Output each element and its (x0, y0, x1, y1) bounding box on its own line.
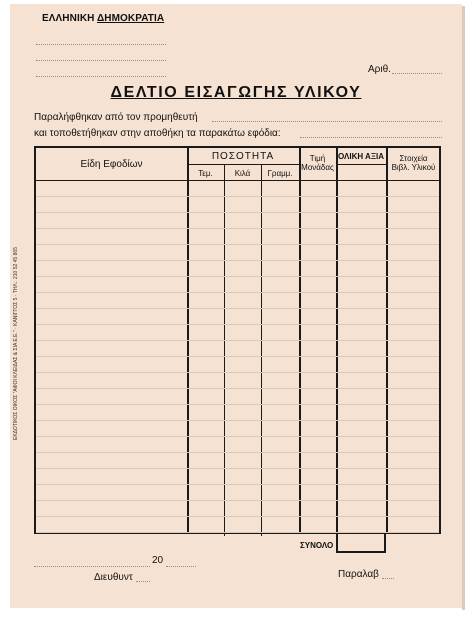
table-row[interactable] (36, 484, 439, 485)
table-row[interactable] (36, 356, 439, 357)
director-label: Διευθυντ (94, 572, 133, 583)
total-field[interactable] (336, 533, 386, 553)
table-row[interactable] (36, 468, 439, 469)
col-line-pieces (224, 164, 225, 536)
table-row[interactable] (36, 388, 439, 389)
header-line-3[interactable] (36, 76, 166, 77)
table-row[interactable] (36, 292, 439, 293)
table-row[interactable] (36, 372, 439, 373)
table-row[interactable] (36, 212, 439, 213)
header-book-1: Στοιχεία (399, 154, 428, 163)
header-kilo: Κιλά (234, 169, 251, 178)
header-lines: Γραμμ. (267, 169, 293, 178)
table-row[interactable] (36, 340, 439, 341)
header-line-1[interactable] (36, 44, 166, 45)
header-pieces: Τεμ. (198, 169, 213, 178)
col-line-kilo (261, 164, 262, 536)
table-row[interactable] (36, 436, 439, 437)
header-bottom-line (36, 180, 439, 181)
year-prefix: 20 (152, 555, 164, 566)
header-unit-price-1: Τιμή (309, 154, 326, 163)
number-field[interactable] (392, 73, 442, 74)
director-line[interactable] (136, 581, 150, 582)
table-row[interactable] (36, 196, 439, 197)
header-line-2[interactable] (36, 60, 166, 61)
table-row[interactable] (36, 244, 439, 245)
printer-side-text: ΕΚΔΟΤΙΚΟΣ ΟΙΚΟΣ "ΑΦΟΙ ΚΛΕΙΔΑΣ & ΣΙΑ Ε.Ε." · ΚΑΝΙΓΓΟΣ 5 · ΤΗΛ.: 210 52 45 865 (13, 247, 19, 440)
table-row[interactable] (36, 276, 439, 277)
republic-word: ΕΛΛΗΝΙΚΗ (42, 13, 97, 24)
storage-line[interactable] (300, 137, 442, 138)
table-row[interactable] (36, 452, 439, 453)
document-title: ΔΕΛΤΙΟ ΕΙΣΑΓΩΓΗΣ ΥΛΙΚΟΥ (110, 84, 362, 101)
total-value-sub-line (336, 164, 388, 165)
header-unit-price-2: Μονάδας (301, 163, 334, 172)
table-row[interactable] (36, 228, 439, 229)
table-row[interactable] (36, 308, 439, 309)
receiver-label: Παραλαβ (338, 569, 379, 580)
table-row[interactable] (36, 500, 439, 501)
table-row[interactable] (36, 404, 439, 405)
table-row[interactable] (36, 324, 439, 325)
republic-heading (42, 13, 164, 24)
items-table (34, 146, 441, 534)
place-line[interactable] (34, 566, 150, 567)
table-row[interactable] (36, 420, 439, 421)
year-line[interactable] (166, 566, 196, 567)
quantity-sub-line (187, 164, 299, 165)
supplier-field[interactable] (212, 121, 442, 122)
header-quantity: ΠΟΣΟΤΗΤΑ (211, 151, 275, 162)
total-label: ΣΥΝΟΛΟ (300, 541, 334, 550)
header-total-value: ΟΛΙΚΗ ΑΞΙΑ (338, 152, 384, 161)
democracy-word: ΔΗΜΟΚΡΑΤΙΑ (96, 13, 165, 24)
number-label: Αριθ. (368, 64, 391, 75)
storage-sentence: και τοποθετήθηκαν στην αποθήκη τα παρακάτω εφόδια: (34, 128, 281, 139)
header-items: Είδη Εφοδίων (80, 159, 143, 170)
supplier-label: Παραλήφθηκαν από τον προμηθευτή (34, 112, 198, 123)
table-row[interactable] (36, 516, 439, 517)
receiver-line[interactable] (382, 578, 394, 579)
header-book-2: Βιβλ. Υλικού (391, 163, 436, 172)
table-row[interactable] (36, 260, 439, 261)
